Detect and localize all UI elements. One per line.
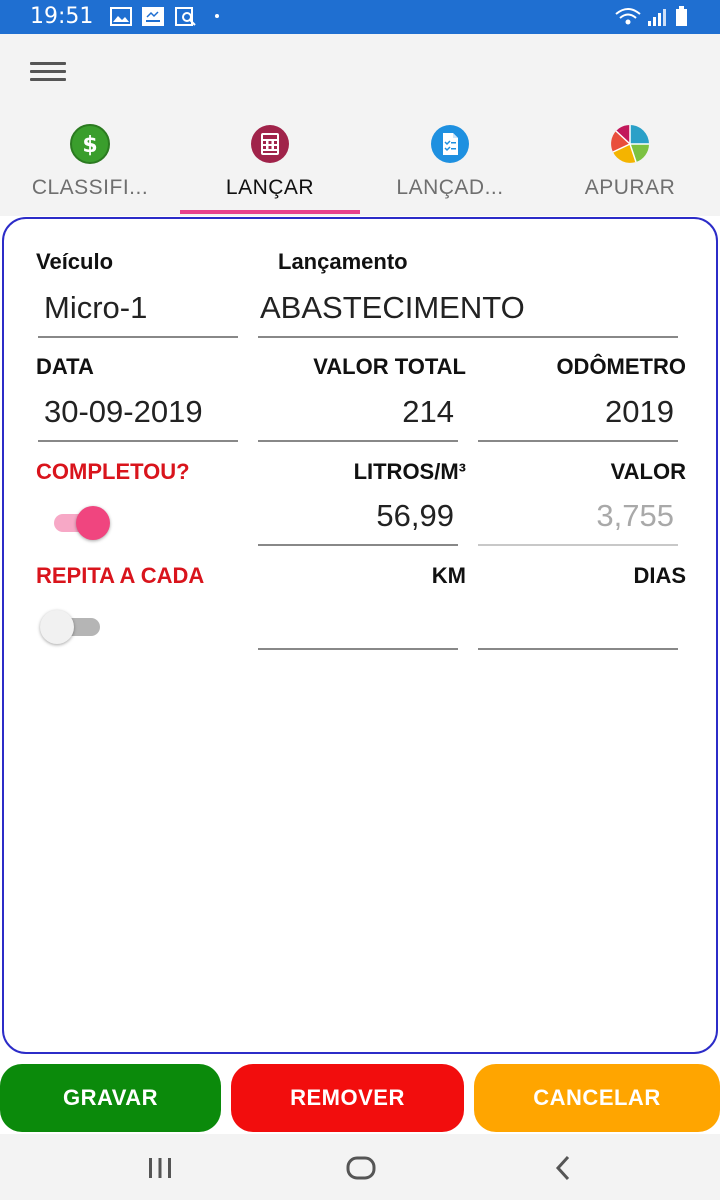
gallery-icon [110, 7, 132, 26]
home-icon[interactable] [346, 1154, 376, 1182]
repita-switch[interactable] [40, 610, 100, 644]
km-field[interactable] [258, 596, 458, 650]
valor-unitario-field: 3,755 [478, 492, 678, 546]
gravar-button[interactable]: GRAVAR [0, 1064, 221, 1132]
pie-chart-icon [610, 124, 650, 164]
app-icon [142, 7, 164, 26]
litros-label: LITROS/M³ [353, 459, 466, 484]
cancelar-button[interactable]: CANCELAR [474, 1064, 720, 1132]
tab-lancados[interactable] [360, 114, 540, 216]
odometro-label: ODÔMETRO [556, 354, 686, 379]
recent-apps-icon[interactable] [146, 1154, 174, 1182]
km-label: KM [431, 563, 466, 588]
tab-label: CLASSIFI... [31, 176, 149, 199]
data-label: DATA [36, 354, 94, 379]
valor-total-field[interactable]: 214 [258, 388, 458, 442]
lancamento-label: Lançamento [278, 249, 408, 274]
odometro-field[interactable]: 2019 [478, 388, 678, 442]
tab-label: LANÇAR [225, 176, 315, 199]
active-tab-indicator [180, 210, 360, 214]
repita-label: REPITA A CADA [36, 563, 205, 588]
screenshot-search-icon [175, 7, 197, 26]
tab-lancar[interactable] [180, 114, 360, 216]
app-toolbar [0, 34, 720, 114]
document-list-icon [430, 124, 470, 164]
veiculo-label: Veículo [36, 249, 114, 274]
data-field[interactable]: 30-09-2019 [38, 388, 238, 442]
lancamento-field[interactable]: ABASTECIMENTO [258, 284, 678, 338]
tab-apurar[interactable] [540, 114, 720, 216]
notification-dot-icon [215, 14, 219, 18]
system-nav-bar [0, 1134, 720, 1200]
tab-label: LANÇAD... [396, 176, 504, 199]
completou-label: COMPLETOU? [36, 459, 190, 484]
tab-bar [0, 114, 720, 216]
dias-label: DIAS [633, 563, 686, 588]
remover-button[interactable]: REMOVER [231, 1064, 464, 1132]
dias-field[interactable] [478, 596, 678, 650]
completou-switch[interactable] [54, 506, 114, 540]
svg-text:$: $ [82, 133, 98, 158]
valor-total-label: VALOR TOTAL [313, 354, 466, 379]
veiculo-field[interactable]: Micro-1 [38, 284, 238, 338]
calculator-icon [250, 124, 290, 164]
wifi-signal-battery-icons [614, 6, 694, 28]
tab-label: APURAR [584, 176, 676, 199]
hamburger-menu-icon[interactable] [30, 62, 66, 84]
status-time: 19:51 [30, 4, 94, 29]
valor-label: VALOR [610, 459, 686, 484]
dollar-coin-icon [70, 124, 110, 164]
tab-classificar[interactable] [0, 114, 180, 216]
status-bar [0, 0, 720, 34]
litros-field[interactable]: 56,99 [258, 492, 458, 546]
back-icon[interactable] [552, 1154, 574, 1182]
